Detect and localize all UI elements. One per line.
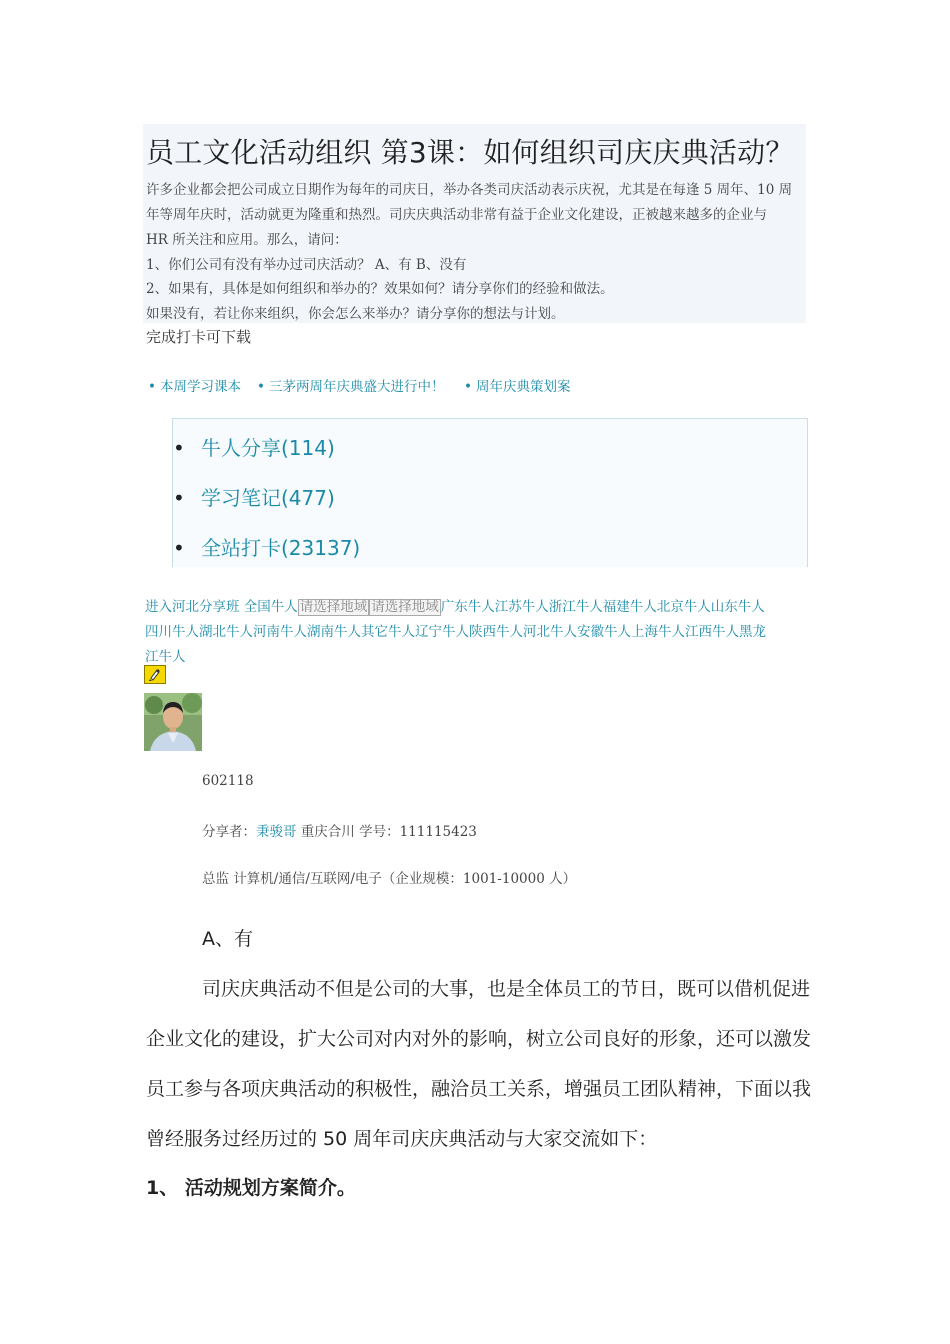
- answer: A、有: [202, 928, 253, 950]
- paragraph-line: 曾经服务过经历过的 50 周年司庆庆典活动与大家交流如下：: [146, 1128, 658, 1150]
- region-select-2[interactable]: 请选择地域: [371, 599, 439, 615]
- bullet: •: [464, 379, 472, 395]
- bullet: •: [173, 436, 185, 460]
- stat-label: 学习笔记(477): [201, 486, 335, 510]
- bullet: •: [173, 536, 185, 560]
- quick-link-textbook[interactable]: [148, 375, 241, 395]
- stat-label: 全站打卡(23137): [201, 536, 361, 560]
- intro-question: 2、如果有，具体是如何组织和举办的？效果如何？请分享你们的经验和做法。: [146, 281, 614, 297]
- region-select-1[interactable]: 请选择地域: [299, 599, 368, 615]
- paragraph-line: 企业文化的建设，扩大公司对内对外的影响，树立公司良好的形象，还可以激发: [146, 1028, 812, 1050]
- sharer-name-link[interactable]: 秉骏哥: [256, 824, 297, 840]
- paragraph-line: 员工参与各项庆典活动的积极性，融洽员工关系，增强员工团队精神，下面以我: [146, 1078, 812, 1100]
- bullet: •: [173, 486, 185, 510]
- intro-line: 年等周年庆时，活动就更为隆重和热烈。司庆庆典活动非常有益于企业文化建设，正被越来越多的企业与: [146, 207, 767, 223]
- region-links[interactable]: 江牛人: [145, 649, 186, 665]
- quick-link-plan[interactable]: [464, 375, 570, 395]
- stat-label: 牛人分享(114): [201, 436, 335, 460]
- enter-class-link[interactable]: 进入河北分享班: [145, 599, 240, 615]
- stat-expert-shares[interactable]: [173, 432, 335, 461]
- avatar[interactable]: [144, 693, 202, 751]
- bullet: •: [148, 379, 156, 395]
- bullet: •: [257, 379, 265, 395]
- intro-question: 1、你们公司有没有举办过司庆活动？ A、有 B、没有: [146, 257, 467, 273]
- quick-link-label: 周年庆典策划案: [475, 379, 571, 395]
- intro-line: 许多企业都会把公司成立日期作为每年的司庆日，举办各类司庆活动表示庆祝，尤其是在每逢 5 周年、10 周: [146, 182, 793, 198]
- sharer-label: 分享者：: [202, 824, 256, 840]
- sharer-line: [202, 820, 477, 840]
- paragraph-line: 司庆庆典活动不但是公司的大事，也是全体员工的节日，既可以借机促进: [202, 978, 811, 1000]
- region-links[interactable]: 广东牛人江苏牛人浙江牛人福建牛人北京牛人山东牛人: [440, 599, 765, 615]
- quick-link-label: 本周学习课本: [159, 379, 241, 395]
- job-line: 总监 计算机/通信/互联网/电子（企业规模：1001-10000 人）: [202, 871, 577, 887]
- quick-link-anniversary[interactable]: [257, 375, 444, 395]
- download-note: 完成打卡可下载: [146, 328, 252, 346]
- page-title: 员工文化活动组织 第3课：如何组织司庆庆典活动？: [146, 136, 794, 169]
- intro-line: HR 所关注和应用。那么，请问：: [146, 232, 348, 248]
- sharer-info: 重庆合川 学号：111115423: [300, 824, 477, 840]
- edit-tool-icon[interactable]: [144, 665, 166, 684]
- post-id-link[interactable]: 602118: [202, 773, 254, 789]
- stat-site-checkins[interactable]: [173, 532, 360, 561]
- stat-study-notes[interactable]: [173, 482, 335, 511]
- section-heading: 1、 活动规划方案简介。: [146, 1177, 356, 1199]
- intro-question: 如果没有，若让你来组织，你会怎么来举办？请分享你的想法与计划。: [146, 306, 565, 322]
- quick-link-label: 三茅两周年庆典盛大进行中！: [268, 379, 445, 395]
- national-experts-link[interactable]: 全国牛人: [243, 599, 298, 615]
- region-links[interactable]: 四川牛人湖北牛人河南牛人湖南牛人其它牛人辽宁牛人陕西牛人河北牛人安徽牛人上海牛人江西牛人黑龙: [145, 624, 766, 640]
- region-line: [145, 595, 765, 616]
